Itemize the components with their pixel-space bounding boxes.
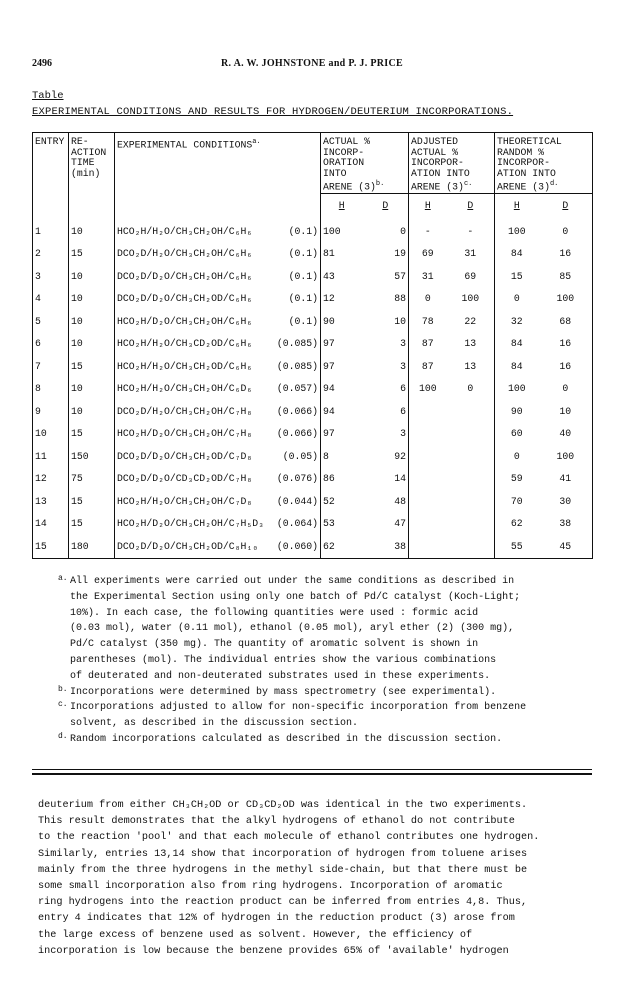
- cell-adjusted-h: 69: [421, 248, 434, 260]
- cell-entry: 7: [33, 356, 69, 379]
- footnote-line: Random incorporations calculated as described in the discussion section.: [70, 733, 503, 745]
- solvent-quantity: (0.064): [276, 518, 318, 530]
- solvent-quantity: (0.085): [276, 338, 318, 350]
- solvent-quantity: (0.1): [288, 293, 318, 305]
- cell-theoretical-h: 100: [507, 383, 526, 395]
- cell-theoretical-d: 38: [539, 513, 593, 536]
- cell-time: 15: [69, 491, 115, 514]
- cell-theoretical-d: 85: [539, 266, 593, 289]
- divider-thin: [32, 769, 592, 770]
- cell-theoretical-h: 100: [507, 225, 526, 237]
- footnote-line: 10%). In each case, the following quantities were used : formic acid: [70, 607, 479, 619]
- cell-actual-h: 62: [321, 536, 363, 559]
- cell-actual-h: 81: [323, 248, 335, 260]
- cell-conditions: [115, 311, 321, 334]
- cell-theoretical-d: 100: [539, 446, 593, 469]
- sub-header-d: D: [447, 193, 495, 213]
- solvent-quantity: (0.1): [288, 270, 318, 282]
- footnote-mark: d.: [549, 180, 559, 188]
- solvent-quantity: (0.057): [276, 383, 318, 395]
- footnote-b: b. Incorporations were determined by mass spectrometry (see experimental).: [58, 684, 497, 698]
- footnote-line: the Experimental Section using only one batch of Pd/C catalyst (Koch-Light;: [70, 591, 521, 603]
- table-row: [33, 221, 593, 244]
- divider-thick: [32, 773, 592, 775]
- cell-conditions: [115, 536, 321, 559]
- header-line: ARENE (3): [411, 181, 464, 193]
- cell-actual-d: 10: [363, 311, 409, 334]
- page-number: 2496: [32, 58, 52, 69]
- table-row: [33, 378, 593, 401]
- cell-actual-d: 14: [363, 468, 409, 491]
- cell-adjusted-h: [409, 468, 447, 491]
- cell-conditions: [115, 491, 321, 514]
- cell-actual-d: 3: [363, 356, 409, 379]
- footnote-line: solvent, as described in the discussion section.: [70, 718, 359, 730]
- page-header: [32, 58, 592, 74]
- header-line: TIME: [71, 157, 95, 168]
- cell-entry: 3: [33, 266, 69, 289]
- cell-entry: 13: [33, 491, 69, 514]
- cell-adjusted-d: 22: [447, 311, 495, 334]
- cell-actual-d: 19: [363, 243, 409, 266]
- formula: HCO₂H/D₂O/CH₃CH₂OH/C₆H₆: [117, 315, 253, 327]
- cell-time: 10: [69, 333, 115, 356]
- formula: DCO₂D/D₂O/CH₃CH₂OD/C₆H₆: [117, 293, 253, 305]
- cell-conditions: [115, 288, 321, 311]
- cell-time: 180: [69, 536, 115, 559]
- table-row: [33, 288, 593, 311]
- cell-theoretical-h: 84: [510, 338, 523, 350]
- formula: DCO₂D/H₂O/CH₃CH₂OH/C₆H₆: [117, 248, 253, 260]
- cell-adjusted-h: 87: [421, 338, 434, 350]
- table-row: [33, 491, 593, 514]
- cell-conditions: [115, 446, 321, 469]
- solvent-quantity: (0.085): [276, 360, 318, 372]
- footnote-c: c. Incorporations adjusted to allow for non-specific incorporation from benzene solvent, as described in the discussion section.: [58, 700, 527, 730]
- cell-conditions: [115, 221, 321, 244]
- cell-theoretical-h: 62: [510, 518, 523, 530]
- footnote-mark: c.: [463, 180, 473, 188]
- cell-entry: 12: [33, 468, 69, 491]
- table-row: [33, 468, 593, 491]
- table-row: [33, 446, 593, 469]
- cell-actual-d: 3: [363, 333, 409, 356]
- cell-theoretical-d: 16: [539, 333, 593, 356]
- cell-adjusted-d: [447, 536, 495, 559]
- cell-conditions: [115, 266, 321, 289]
- formula: DCO₂D/D₂O/CH₃CH₂OD/C₈H₁₀: [117, 540, 259, 552]
- cell-theoretical-h: 90: [510, 405, 523, 417]
- header-line: ARENE (3): [497, 181, 550, 193]
- solvent-quantity: (0.044): [276, 495, 318, 507]
- table-row: [33, 513, 593, 536]
- col-header-time: [69, 133, 115, 194]
- table-footnotes: [58, 574, 590, 748]
- sub-header-d: D: [539, 193, 593, 213]
- cell-actual-h: 90: [323, 315, 335, 327]
- cell-entry: 4: [33, 288, 69, 311]
- cell-actual-h: 8: [323, 450, 329, 462]
- sub-header-h: H: [338, 199, 345, 211]
- cell-time: 75: [69, 468, 115, 491]
- cell-time: 15: [69, 356, 115, 379]
- solvent-quantity: (0.060): [276, 540, 318, 552]
- cell-actual-h: 97: [323, 338, 335, 350]
- cell-adjusted-d: [447, 513, 495, 536]
- cell-actual-h: 86: [323, 473, 335, 485]
- cell-conditions: [115, 356, 321, 379]
- cell-theoretical-d: 41: [539, 468, 593, 491]
- body-text: [38, 798, 598, 960]
- cell-actual-h: 100: [323, 225, 341, 237]
- results-table: [32, 132, 593, 559]
- body-line: deuterium from either CH₃CH₂OD or CD₃CD₂OD was identical in the two experiments.: [38, 800, 528, 811]
- header-line: ADJUSTED: [411, 136, 459, 147]
- cell-conditions: [115, 423, 321, 446]
- cell-adjusted-d: 69: [447, 266, 495, 289]
- col-header-conditions: EXPERIMENTAL $CONDITIONS^{a.}$: [115, 133, 321, 194]
- cell-theoretical-d: 68: [539, 311, 593, 334]
- cell-adjusted-d: -: [447, 221, 495, 244]
- header-line: THEORETICAL: [497, 136, 562, 147]
- formula: DCO₂D/D₂O/CD₃CD₂OD/C₇H₈: [117, 473, 253, 485]
- cell-entry: 1: [33, 221, 69, 244]
- cell-adjusted-d: [447, 468, 495, 491]
- cell-entry: 14: [33, 513, 69, 536]
- col-header-entry: ENTRY: [33, 133, 69, 194]
- formula: HCO₂H/D₂O/CH₃CH₂OH/C₇H₈: [117, 428, 253, 440]
- cell-time: 15: [69, 513, 115, 536]
- running-authors: R. A. W. JOHNSTONE and P. J. PRICE: [221, 58, 403, 69]
- footnote-line: Incorporations were determined by mass spectrometry (see experimental).: [70, 686, 497, 698]
- cell-actual-d: 6: [363, 401, 409, 424]
- cell-conditions: [115, 513, 321, 536]
- cell-adjusted-h: 31: [421, 270, 434, 282]
- footnote-line: (0.03 mol), water (0.11 mol), ethanol (0.05 mol), aryl ether (2) (300 mg),: [70, 623, 515, 635]
- table-row: [33, 536, 593, 559]
- col-header-adjusted: [409, 133, 495, 194]
- cell-theoretical-h: 84: [510, 248, 523, 260]
- header-line: INCORPOR-: [497, 157, 550, 168]
- cell-theoretical-d: 16: [539, 243, 593, 266]
- header-line: ACTION: [71, 146, 107, 158]
- footnote-d: d. Random incorporations calculated as described in the discussion section.: [58, 731, 503, 745]
- footnote-line: Incorporations adjusted to allow for non-specific incorporation from benzene: [70, 702, 527, 714]
- cell-adjusted-d: [447, 491, 495, 514]
- cell-theoretical-h: 84: [510, 360, 523, 372]
- cell-time: 150: [69, 446, 115, 469]
- cell-conditions: [115, 468, 321, 491]
- cell-theoretical-h: 60: [510, 428, 523, 440]
- cell-actual-h: 53: [323, 518, 335, 530]
- cell-actual-h: 94: [323, 383, 335, 395]
- cell-theoretical-h: 0: [513, 450, 520, 462]
- cell-adjusted-d: [447, 401, 495, 424]
- cell-theoretical-d: 10: [539, 401, 593, 424]
- cell-adjusted-h: [409, 423, 447, 446]
- header-line: RE-: [71, 136, 89, 147]
- cell-entry: 8: [33, 378, 69, 401]
- cell-adjusted-h: 78: [421, 315, 434, 327]
- cell-conditions: [115, 401, 321, 424]
- cell-time: 10: [69, 266, 115, 289]
- cell-adjusted-h: [409, 401, 447, 424]
- formula: HCO₂H/H₂O/CH₃CH₂OD/C₆H₆: [117, 360, 253, 372]
- solvent-quantity: (0.1): [288, 225, 318, 237]
- cell-entry: 2: [33, 243, 69, 266]
- body-line: some small incorporation also from ring hydrogens. Incorporation of aromatic: [38, 881, 503, 893]
- footnote-mark: b.: [375, 180, 385, 188]
- cell-actual-d: 3: [363, 423, 409, 446]
- cell-theoretical-d: 0: [539, 378, 593, 401]
- solvent-quantity: (0.066): [276, 428, 318, 440]
- footnote-a: a. All experiments were carried out under the same conditions as described in the Experimental Section using only one batch of Pd/C catalyst (Koch-Light; 10%). In each case, the following quantities were used : formic acid (0.03 mol), water (0.11 mol), ethanol (0.05 mol), aryl ether (2) (300 mg), Pd/C catalyst (350 mg). The quantity of aromatic solvent is shown in parentheses (mol). The individual entries show the various combinations of deuterated and non-deuterated substrates used in these experiments.: [58, 574, 521, 682]
- cell-theoretical-h: 59: [510, 473, 523, 485]
- header-line: ORATION: [323, 157, 365, 168]
- formula: HCO₂H/D₂O/CH₃CH₂OH/C₇H₅D₃: [117, 518, 264, 530]
- cell-entry: 9: [33, 401, 69, 424]
- cell-theoretical-d: 16: [539, 356, 593, 379]
- cell-actual-d: 6: [363, 378, 409, 401]
- cell-theoretical-d: 40: [539, 423, 593, 446]
- cell-actual-d: 48: [363, 491, 409, 514]
- cell-adjusted-d: 100: [447, 288, 495, 311]
- cell-theoretical-d: 100: [539, 288, 593, 311]
- header-line: ATION INTO: [411, 167, 470, 179]
- cell-adjusted-d: 0: [447, 378, 495, 401]
- cell-adjusted-d: 31: [447, 243, 495, 266]
- col-header-theoretical: [495, 133, 593, 194]
- cell-actual-h: 52: [323, 495, 335, 507]
- formula: HCO₂H/H₂O/CH₃CH₂OH/C₇D₈: [117, 495, 253, 507]
- table-row: [33, 243, 593, 266]
- table-title: EXPERIMENTAL CONDITIONS AND RESULTS FOR HYDROGEN/DEUTERIUM INCORPORATIONS.: [32, 106, 514, 118]
- cell-actual-d: 57: [363, 266, 409, 289]
- cell-actual-d: 92: [363, 446, 409, 469]
- formula: DCO₂D/H₂O/CH₃CH₂OH/C₇H₈: [117, 405, 253, 417]
- cell-actual-h: 97: [323, 428, 335, 440]
- solvent-quantity: (0.076): [276, 473, 318, 485]
- cell-adjusted-h: [409, 536, 447, 559]
- cell-theoretical-h: 70: [510, 495, 523, 507]
- footnote-line: All experiments were carried out under the same conditions as described in: [70, 576, 515, 587]
- cell-time: 10: [69, 311, 115, 334]
- solvent-quantity: (0.066): [276, 405, 318, 417]
- cell-adjusted-d: 13: [447, 333, 495, 356]
- footnote-line: parentheses (mol). The individual entries show the various combinations: [70, 654, 497, 666]
- cell-theoretical-h: 32: [510, 315, 523, 327]
- body-line: ring hydrogens into the reaction product can be inferred from entries 4,8. Thus,: [38, 897, 528, 909]
- header-line: ACTUAL %: [411, 146, 459, 158]
- body-line: incorporation is low because the benzene provides 65% of 'available' hydrogen: [38, 945, 509, 957]
- cell-actual-d: 47: [363, 513, 409, 536]
- cell-adjusted-d: 13: [447, 356, 495, 379]
- body-line: the large excess of benzene used as solvent. However, the efficiency of: [38, 929, 473, 941]
- solvent-quantity: (0.05): [282, 450, 318, 462]
- cell-entry: 5: [33, 311, 69, 334]
- cell-conditions: [115, 243, 321, 266]
- formula: HCO₂H/H₂O/CH₃CH₂OH/C₆D₆: [117, 383, 253, 395]
- formula: HCO₂H/H₂O/CH₃CD₂OD/C₆H₆: [117, 338, 253, 350]
- cell-adjusted-h: [409, 513, 447, 536]
- cell-adjusted-h: 0: [424, 293, 431, 305]
- footnote-line: of deuterated and non-deuterated substrates used in these experiments.: [70, 670, 491, 682]
- cell-adjusted-h: 87: [421, 360, 434, 372]
- cell-adjusted-d: [447, 446, 495, 469]
- cell-time: 15: [69, 423, 115, 446]
- cell-entry: 15: [33, 536, 69, 559]
- cell-theoretical-h: 55: [495, 536, 539, 559]
- footnote-line: Pd/C catalyst (350 mg). The quantity of aromatic solvent is shown in: [70, 639, 479, 651]
- col-header-actual: [321, 133, 409, 194]
- solvent-quantity: (0.1): [288, 315, 318, 327]
- table-label: Table: [32, 90, 64, 102]
- header-line: INCORP-: [323, 146, 365, 158]
- cell-time: 10: [69, 288, 115, 311]
- sub-header-d: D: [363, 193, 409, 213]
- cell-theoretical-h: 0: [513, 293, 520, 305]
- header-line: ATION INTO: [497, 167, 556, 179]
- header-line: ARENE (3): [323, 181, 376, 193]
- cell-adjusted-h: 100: [418, 383, 437, 395]
- header-line: (min): [71, 167, 101, 179]
- body-line: to the reaction 'pool' and that each molecule of ethanol contributes one hydrogen.: [38, 832, 540, 844]
- body-line: entry 4 indicates that 12% of hydrogen in the reduction product (3) arose from: [38, 913, 515, 925]
- cell-actual-h: 94: [323, 405, 335, 417]
- table-row: [33, 423, 593, 446]
- body-line: This result demonstrates that the alkyl hydrogens of ethanol do not contribute: [38, 816, 515, 828]
- header-line: INCORPOR-: [411, 157, 464, 168]
- cell-time: 10: [69, 401, 115, 424]
- cell-conditions: [115, 378, 321, 401]
- body-line: mainly from the three hydrogens in the methyl side-chain, but that there must be: [38, 864, 528, 876]
- cell-actual-h: 12: [323, 293, 335, 305]
- body-line: Similarly, entries 13,14 show that incorporation of hydrogen from toluene arises: [38, 848, 528, 860]
- cell-adjusted-h: -: [424, 225, 431, 237]
- cell-adjusted-h: [409, 491, 447, 514]
- cell-actual-d: 38: [363, 536, 409, 559]
- cell-theoretical-d: 45: [539, 536, 593, 559]
- table-row: [33, 266, 593, 289]
- cell-actual-d: 88: [363, 288, 409, 311]
- cell-time: 15: [69, 243, 115, 266]
- cell-theoretical-h: 15: [510, 270, 523, 282]
- header-line: INTO: [323, 167, 347, 179]
- header-line: RANDOM %: [497, 146, 545, 158]
- cell-time: 10: [69, 221, 115, 244]
- cell-entry: 6: [33, 333, 69, 356]
- formula: DCO₂D/D₂O/CH₃CH₂OD/C₇D₈: [117, 450, 253, 462]
- cell-adjusted-d: [447, 423, 495, 446]
- cell-conditions: [115, 333, 321, 356]
- cell-entry: 10: [33, 423, 69, 446]
- table-row: [33, 356, 593, 379]
- table-row: [33, 333, 593, 356]
- cell-theoretical-d: 30: [539, 491, 593, 514]
- sub-header-h: H: [513, 199, 520, 211]
- cell-actual-h: 97: [323, 360, 335, 372]
- cell-entry: 11: [33, 446, 69, 469]
- table-row: [33, 311, 593, 334]
- header-line: ACTUAL %: [323, 136, 371, 147]
- solvent-quantity: (0.1): [288, 248, 318, 260]
- cell-theoretical-d: 0: [539, 221, 593, 244]
- table-row: [33, 401, 593, 424]
- formula: DCO₂D/D₂O/CH₃CH₂OH/C₆H₆: [117, 270, 253, 282]
- sub-header-h: H: [424, 199, 431, 211]
- table-caption: [32, 90, 513, 118]
- cell-actual-h: 43: [323, 270, 335, 282]
- cell-actual-d: 0: [363, 221, 409, 244]
- cell-adjusted-h: [409, 446, 447, 469]
- cell-time: 10: [69, 378, 115, 401]
- formula: HCO₂H/H₂O/CH₃CH₂OH/C₆H₆: [117, 225, 253, 237]
